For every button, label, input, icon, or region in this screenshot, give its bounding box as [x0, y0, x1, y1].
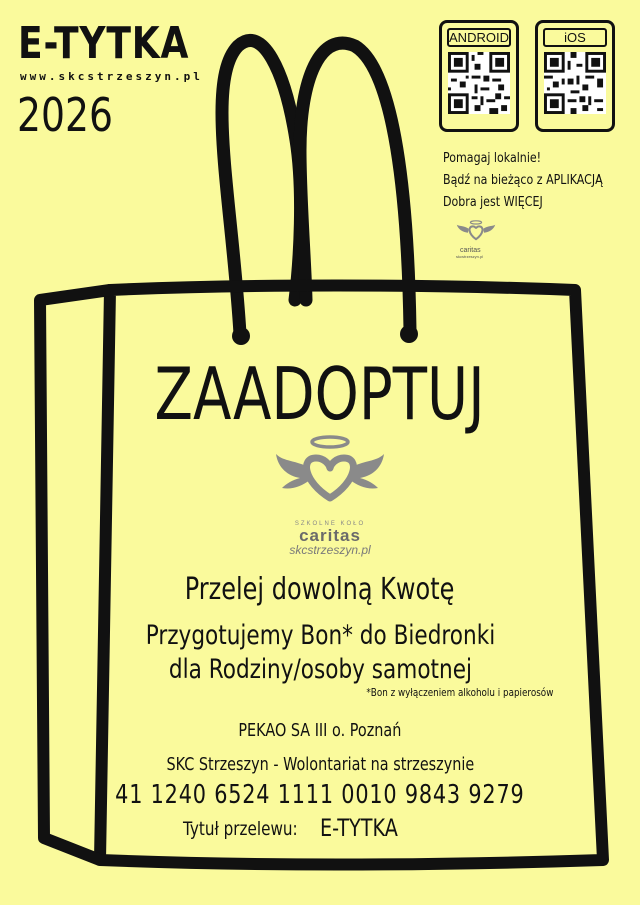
- voucher-line: [0, 620, 640, 651]
- recipient-text: dla Rodziny/osoby samotnej: [168, 654, 472, 685]
- organization-name: [0, 754, 640, 775]
- caritas-small-logo: [456, 220, 496, 259]
- promo-line: Bądź na bieżąco z APLIKACJĄ: [443, 173, 603, 188]
- transfer-title-label: Tytuł przelewu:: [183, 818, 298, 840]
- promo-line: Pomagaj lokalnie!: [443, 151, 542, 166]
- donate-text: Przelej dowolną Kwotę: [185, 572, 455, 607]
- recipient-line: [0, 654, 640, 685]
- android-qr-card[interactable]: [439, 20, 519, 132]
- page-title: E-TYTKA: [18, 18, 190, 69]
- logo-name: caritas: [299, 526, 361, 545]
- logo-site: skcstrzeszyn.pl: [456, 254, 484, 259]
- ios-qr-card[interactable]: [535, 20, 615, 132]
- app-promo-text: [443, 148, 603, 214]
- footnote-text: *Bon z wyłączeniem alkoholu i papierosów: [366, 686, 554, 699]
- logo-top-text: SZKOLNE KOŁO: [294, 521, 366, 527]
- account-number[interactable]: [0, 780, 640, 810]
- promo-line: Dobra jest WIĘCEJ: [443, 195, 543, 210]
- footnote: [140, 686, 640, 699]
- voucher-text: Przygotujemy Bon* do Biedronki: [145, 620, 495, 651]
- transfer-title-value[interactable]: E-TYTKA: [320, 814, 398, 842]
- logo-name: caritas: [460, 247, 481, 254]
- year-label: 2026: [17, 88, 114, 142]
- donate-line: [0, 572, 640, 607]
- qr-code-icon: [544, 52, 606, 114]
- bank-text: PEKAO SA III o. Poznań: [238, 720, 402, 741]
- website-url: www.skcstrzeszyn.pl: [20, 70, 203, 83]
- account-text: 41 1240 6524 1111 0010 9843 9279: [115, 780, 525, 810]
- caritas-logo: [270, 432, 390, 556]
- android-qr-label: ANDROID: [447, 28, 511, 47]
- heart-with-wings-and-halo-icon: [456, 220, 496, 242]
- ios-qr-label: iOS: [543, 28, 607, 47]
- heart-with-wings-and-halo-icon: [274, 432, 386, 510]
- logo-site: skcstrzeszyn.pl: [289, 543, 371, 557]
- organization-text: SKC Strzeszyn - Wolontariat na strzeszynie: [166, 754, 474, 775]
- bank-name: [0, 720, 640, 741]
- headline-text: ZAADOPTUJ: [154, 352, 486, 436]
- headline: [0, 352, 640, 436]
- qr-code-icon: [448, 52, 510, 114]
